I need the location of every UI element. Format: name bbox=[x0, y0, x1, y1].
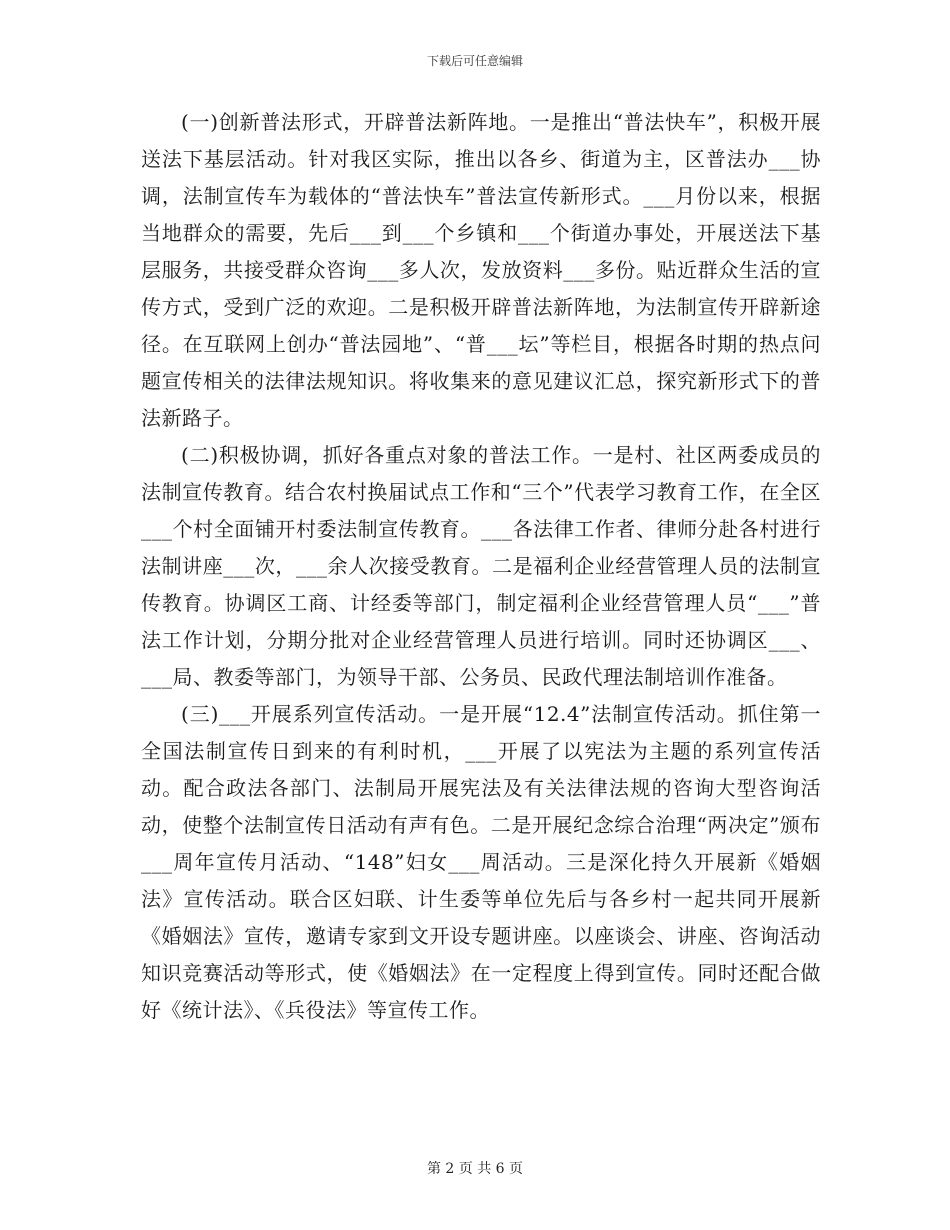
document-body bbox=[141, 104, 821, 1029]
page-header-note: 下载后可任意编辑 bbox=[426, 54, 523, 68]
paragraph-2: (二)积极协调，抓好各重点对象的普法工作。一是村、社区两委成员的法制宣传教育。结合农村换届试点工作和“三个”代表学习教育工作，在全区___个村全面铺开村委法制宣传教育。___各法律工作者、律师分赴各村进行法制讲座___次，___余人次接受教育。二是福利企业经营管理人员的法制宣传教育。协调区工商、计经委等部门，制定福利企业经营管理人员“___”普法工作计划，分期分批对企业经营管理人员进行培训。同时还协调区___、___局、教委等部门，为领导干部、公务员、民政代理法制培训作准备。 bbox=[141, 443, 821, 689]
paragraph-1: (一)创新普法形式，开辟普法新阵地。一是推出“普法快车”，积极开展送法下基层活动。针对我区实际，推出以各乡、街道为主，区普法办___协调，法制宣传车为载体的“普法快车”普法宣传新形式。___月份以来，根据当地群众的需要，先后___到___个乡镇和___个街道办事处，开展送法下基层服务，共接受群众咨询___多人次，发放资料___多份。贴近群众生活的宣传方式，受到广泛的欢迎。二是积极开辟普法新阵地，为法制宣传开辟新途径。在互联网上创办“普法园地”、“普___坛”等栏目，根据各时期的热点问题宣传相关的法律法规知识。将收集来的意见建议汇总，探究新形式下的普法新路子。 bbox=[141, 110, 821, 430]
paragraph-3: (三)___开展系列宣传活动。一是开展“12.4”法制宣传活动。抓住第一全国法制宣传日到来的有利时机，___开展了以宪法为主题的系列宣传活动。配合政法各部门、法制局开展宪法及有关法律法规的咨询大型咨询活动，使整个法制宣传日活动有声有色。二是开展纪念综合治理“两决定”颁布___周年宣传月活动、“148”妇女___周活动。三是深化持久开展新《婚姻法》宣传活动。联合区妇联、计生委等单位先后与各乡村一起共同开展新《婚姻法》宣传，邀请专家到文开设专题讲座。以座谈会、讲座、咨询活动知识竞赛活动等形式，使《婚姻法》在一定程度上得到宣传。同时还配合做好《统计法》、《兵役法》等宣传工作。 bbox=[141, 702, 821, 1022]
page-number: 第 2 页 共 6 页 bbox=[426, 1161, 524, 1177]
